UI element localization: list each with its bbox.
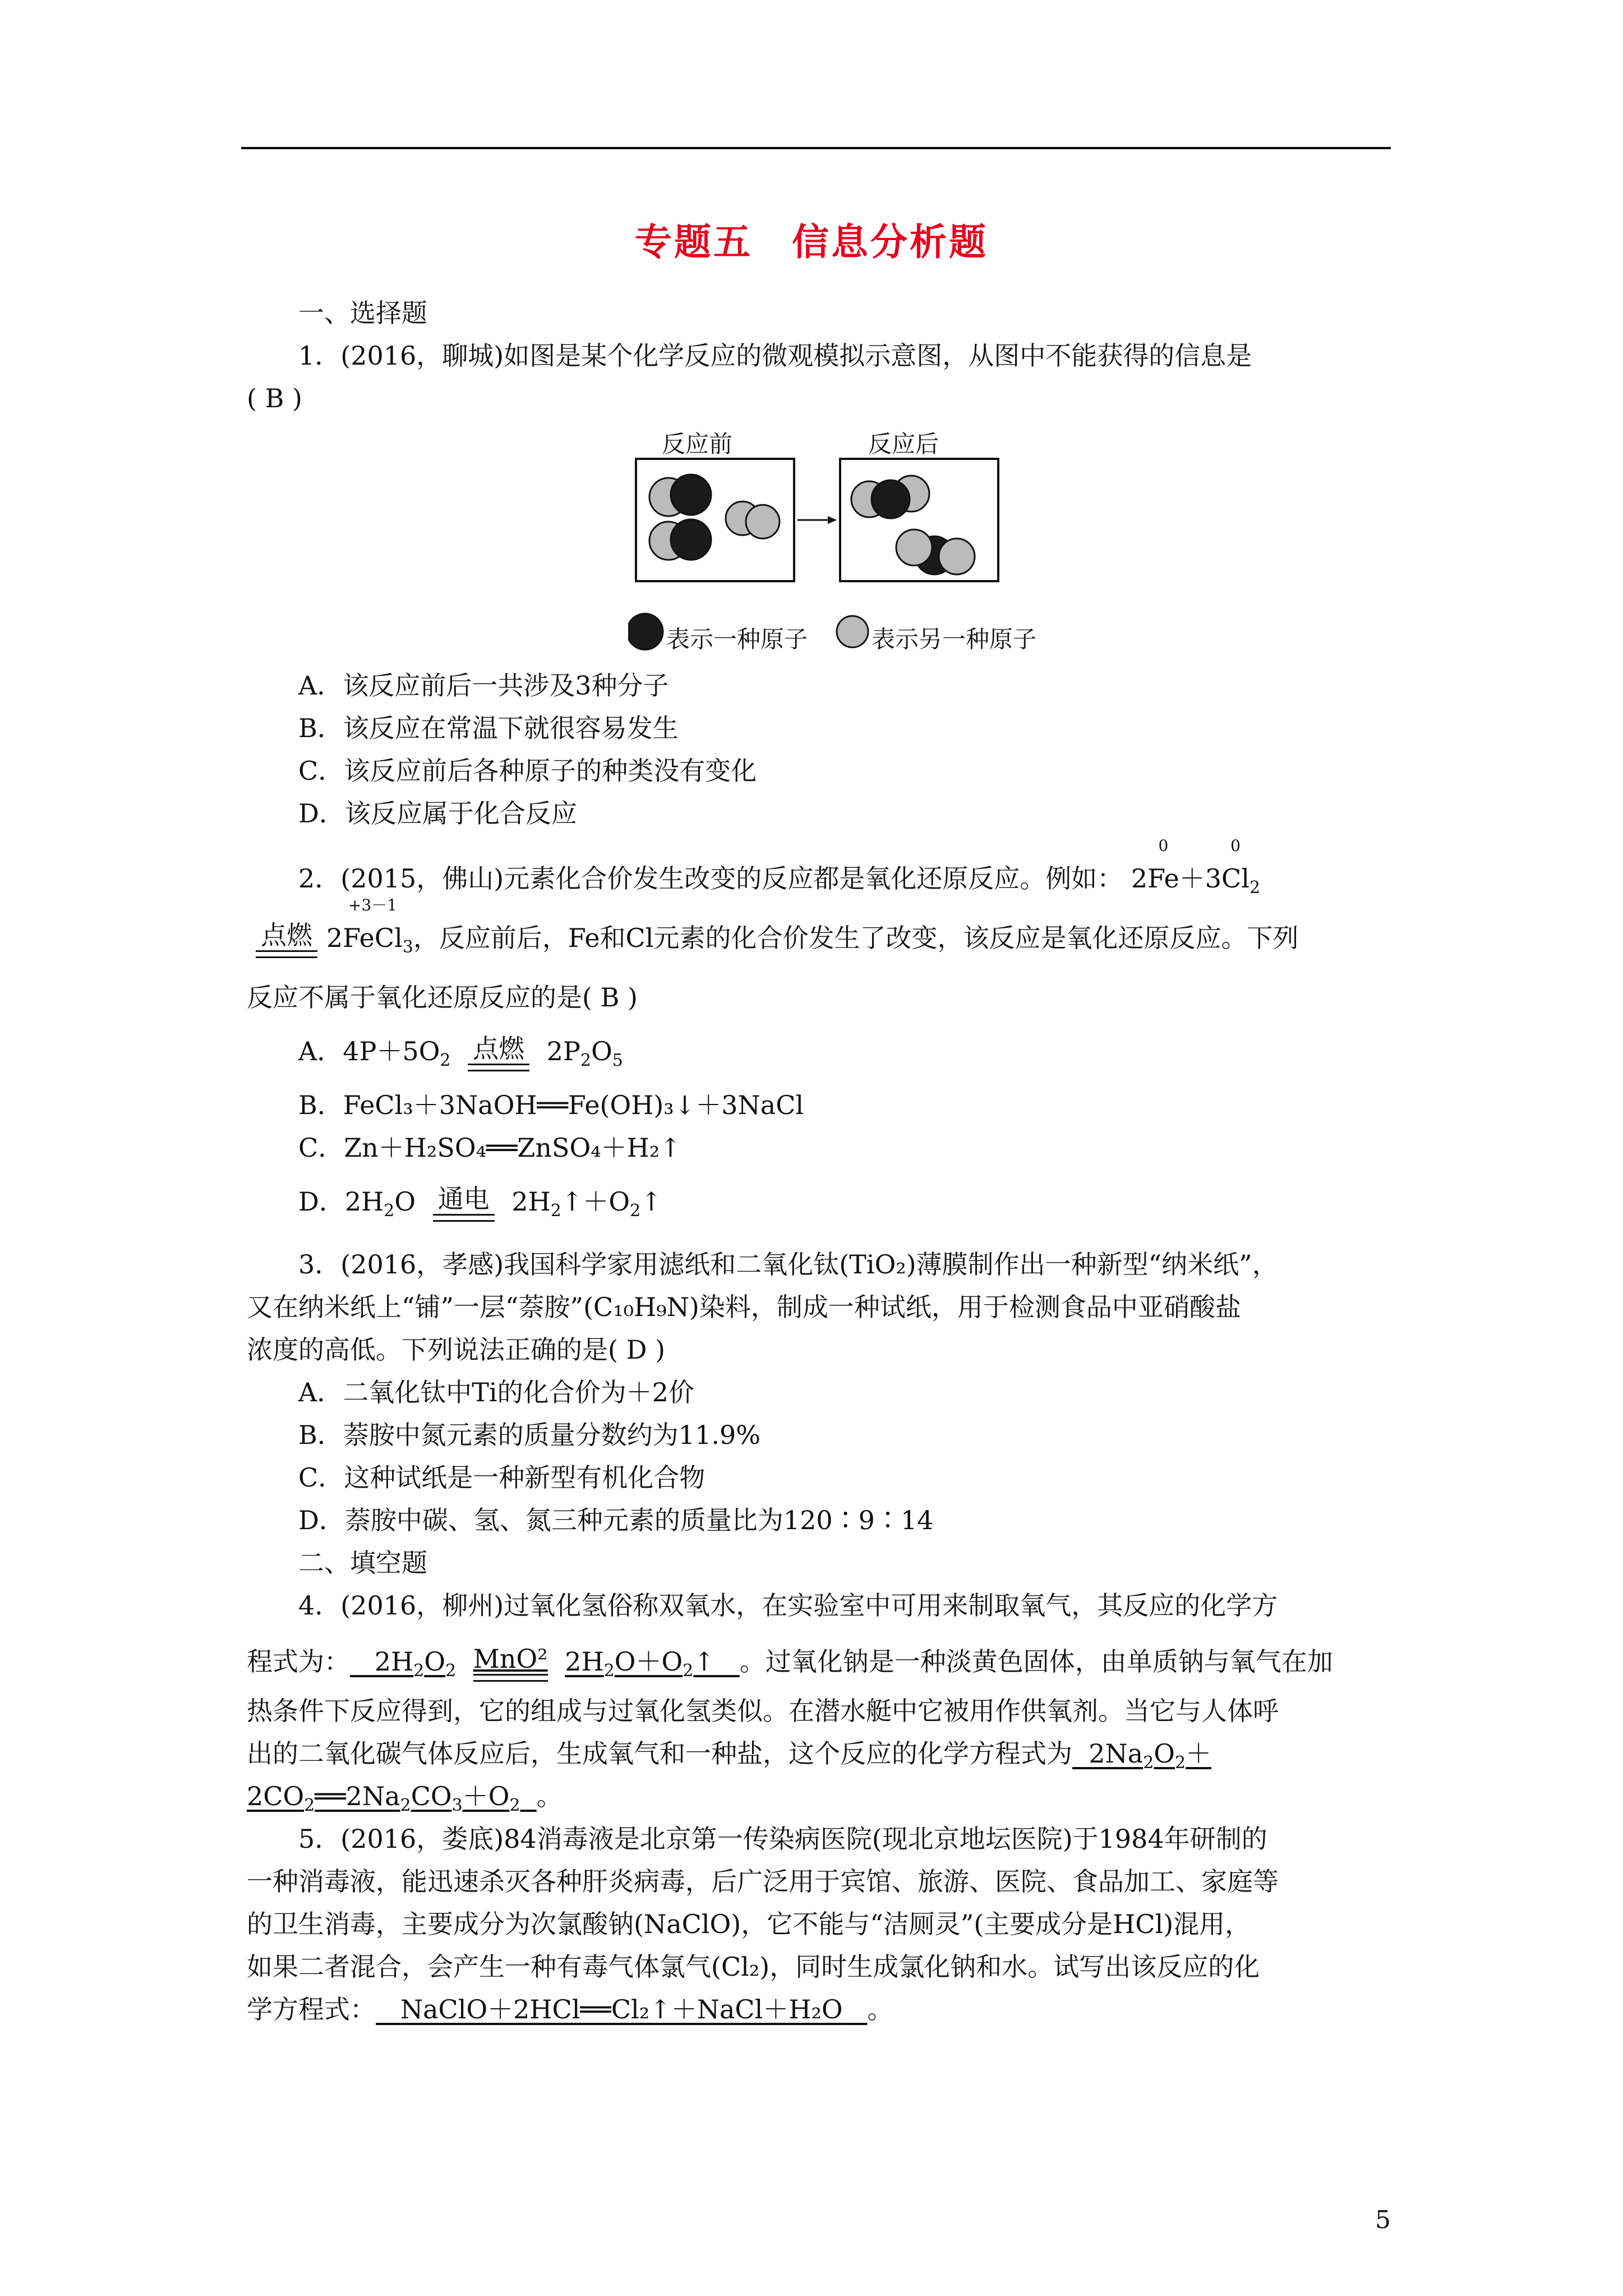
question-5-line-2: 一种消毒液，能迅速杀灭各种肝炎病毒，后广泛用于宾馆、旅游、医院、食品加工、家庭等 [247,1866,1279,1897]
legend-light-atom [837,616,868,647]
legend-dark-atom [628,614,663,650]
question-5-line-3: 的卫生消毒，主要成分为次氯酸钠(NaClO)，它不能与“洁厕灵”(主要成分是HCl)混用， [247,1909,1251,1939]
dark-atom [671,519,711,560]
question-1-option-a: A．该反应前后一共涉及3种分子 [298,670,669,701]
question-3-option-d: D．萘胺中碳、氢、氮三种元素的质量比为120∶9∶14 [298,1505,934,1535]
reaction-diagram [247,423,1388,664]
question-4-line-2: 程式为： $2H_2O_2$ MnO² $2H_2O+O_2↑$ 。过氧化钠是一种淡黄色固体，由单质钠与氧气在加 [247,1644,1333,1681]
question-3-option-c: C．这种试纸是一种新型有机化合物 [298,1462,706,1493]
question-2-option-b: B．FeCl₃＋3NaOH══Fe(OH)₃↓＋3NaCl [298,1090,804,1120]
question-2-option-c: C．Zn＋H₂SO₄══ZnSO₄＋H₂↑ [298,1133,681,1163]
question-2-line-2: 点燃 2FeCl +3－1 $_3$，反应前后，Fe和Cl元素的化合价发生了改变，该反应是氧化还原反应。下列 [247,917,1388,959]
light-atom [939,539,975,574]
section-heading-fill: 二、填空题 [298,1548,427,1578]
light-atom [896,530,932,565]
question-3-line-1: 3．(2016，孝感)我国科学家用滤纸和二氧化钛(TiO₂)薄膜制作出一种新型“纳米纸”， [298,1249,1278,1280]
question-1-text: 1．(2016，聊城)如图是某个化学反应的微观模拟示意图，从图中不能获得的信息是 [298,341,1252,371]
page-number: 5 [1375,2206,1391,2234]
question-4-line-5: $2CO_2══2Na_2CO_3+O_2$ 。 [247,1781,562,1815]
page-title: 专题五 信息分析题 [635,220,988,264]
dark-atom [671,475,711,515]
question-1-option-d: D．该反应属于化合反应 [298,798,577,829]
question-4-line-4: 出的二氧化碳气体反应后，生成氧气和一种盐，这个反应的化学方程式为 $2Na_2O_2+$ [247,1738,1212,1773]
question-2-option-a: A．$4P+5O_2$ 点燃 $2P_2O_5$ [298,1033,623,1070]
legend-dark-text: 表示一种原子 [666,625,808,653]
arrow-head [828,516,837,524]
question-2-option-d: D．$2H_2O$ 通电 $2H_2↑+O_2↑$ [298,1184,662,1221]
ignite-condition: 点燃 [256,922,317,958]
section-heading-choice: 一、选择题 [298,298,427,328]
header-rule [241,147,1391,149]
document-body [247,292,1388,2031]
question-3-line-2: 又在纳米纸上“铺”一层“萘胺”(C₁₀H₉N)染料，制成一种试纸，用于检测食品中亚硝酸盐 [247,1292,1241,1322]
question-4-line-1: 4．(2016，柳州)过氧化氢俗称双氧水，在实验室中可用来制取氧气，其反应的化学方 [298,1590,1278,1621]
question-4-line-3: 热条件下反应得到，它的组成与过氧化氢类似。在潜水艇中它被用作供氧剂。当它与人体呼 [247,1696,1279,1726]
legend-light-text: 表示另一种原子 [872,625,1037,653]
question-3-option-b: B．萘胺中氮元素的质量分数约为11.9% [298,1420,760,1450]
dark-atom [872,480,910,518]
question-5-line-5: 学方程式： NaClO＋2HCl══Cl₂↑＋NaCl＋H₂O 。 [247,1994,893,2024]
question-1-option-c: C．该反应前后各种原子的种类没有变化 [298,756,757,786]
question-1-option-b: B．该反应在常温下就很容易发生 [298,713,679,743]
question-3-option-a: A．二氧化钛中Ti的化合价为＋2价 [298,1377,694,1407]
after-label: 反应后 [868,430,939,458]
question-2-line-1: 2．(2015，佛山)元素化合价发生改变的反应都是氧化还原反应。例如： 2Fe 0 ＋3Cl 0 $_2$ [298,836,1261,898]
before-label: 反应前 [662,430,733,458]
question-3-line-3: 浓度的高低。下列说法正确的是( D ) [247,1335,666,1365]
question-2-line-3: 反应不属于氧化还原反应的是( B ) [247,982,638,1013]
question-5-line-4: 如果二者混合，会产生一种有毒气体氯气(Cl₂)，同时生成氯化钠和水。试写出该反应的化 [247,1952,1260,1982]
question-1-answer: ( B ) [247,383,302,413]
catalyst-condition: MnO² [473,1646,548,1682]
example-equation: 2Fe 0 ＋3Cl 0 $_2$ [1131,836,1261,898]
light-atom [746,505,780,539]
question-5-line-1: 5．(2016，娄底)84消毒液是北京第一传染病医院(现北京地坛医院)于1984年研制的 [298,1824,1267,1854]
